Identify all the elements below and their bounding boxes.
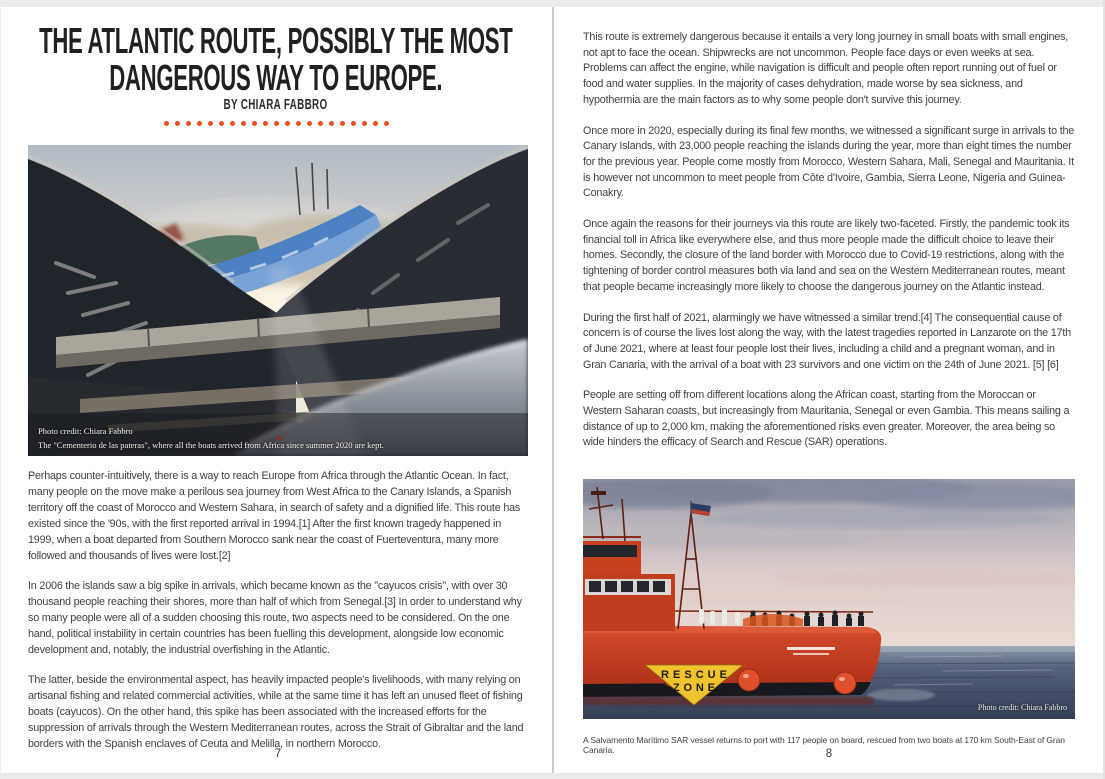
body-paragraph: In 2006 the islands saw a big spike in arrivals, which became known as the "cayucos crisis", with over 30 thousand people reaching their shores, more than half of which from Senegal.[3] In order to understand why so many people were all of a sudden choosing this route, two aspects need to be considered. On the one hand, political instability in certain countries has been fuelling this development, alongside low economic development and, notably, the industrial overfishing in the Atlantic. bbox=[28, 580, 522, 656]
separator-dot bbox=[307, 121, 312, 126]
separator-dot bbox=[175, 121, 180, 126]
sar-vessel-photo bbox=[583, 479, 1075, 719]
body-paragraph: This route is extremely dangerous because it entails a very long journey in small boats with small engines, not apt to face the ocean. Shipwrecks are not uncommon. People face days or even weeks at sea. Problems can affect the engine, while navigation is difficult and people often report running out of fuel or food and water supplies. In the majority of cases dehydration, made worse by sea sickness, and hypothermia are the main factors as to why some people don't survive this journey. bbox=[583, 31, 1069, 106]
separator-dot bbox=[285, 121, 290, 126]
page-number-left: 7 bbox=[274, 748, 282, 760]
left-body-text bbox=[28, 468, 528, 766]
byline: BY CHIARA FABBRO bbox=[223, 97, 329, 113]
body-paragraph: Once more in 2020, especially during its final few months, we witnessed a significant surge in arrivals to the Canary Islands, with 23,000 people reaching the islands during the year, more than eight times the number for the previous year. People come mostly from Morocco, Western Sahara, Mali, Senegal and Mauritania. It is however not uncommon to meet people from Côte d'Ivoire, Gambia, Sierra Leone, Nigeria and Guinea-Conakry. bbox=[583, 124, 1075, 200]
separator-dot bbox=[274, 121, 279, 126]
separator-dot bbox=[197, 121, 202, 126]
page-number-right: 8 bbox=[825, 748, 833, 760]
boat-graveyard-illustration bbox=[28, 145, 528, 456]
separator-dot bbox=[219, 121, 224, 126]
sar-vessel-illustration bbox=[583, 479, 1075, 719]
photo-credit-overlay: Photo credit: Chiara Fabbro bbox=[38, 426, 133, 436]
separator-dot bbox=[164, 121, 169, 126]
dotted-separator bbox=[0, 121, 552, 126]
separator-dot bbox=[241, 121, 246, 126]
body-paragraph: The latter, beside the environmental aspect, has heavily impacted people's livelihoods, with many relying on artisanal fishing and related commercial activities, while at the same time it has left an unused fleet of fishing boats (cayucos). On the other hand, this spike has been associated with the increased efforts for the suppression of arrivals through the Western Mediterranean routes, across the Strait of Gibraltar and the land borders with the Spanish enclaves of Ceuta and Melilla, in northern Morocco. bbox=[28, 674, 524, 750]
frame-bottom bbox=[0, 773, 1105, 779]
separator-dot bbox=[362, 121, 367, 126]
article-title bbox=[0, 22, 552, 96]
title-line-2: DANGEROUS WAY TO EUROPE. bbox=[109, 57, 443, 98]
body-paragraph: People are setting off from different locations along the African coast, starting from the Moroccan or Western Saharan coasts, but increasingly from Mauritania, Senegal or even Gambia. This means sailing a distance of up to 2,000 km, making the aforementioned risks even greater. Moreover, the area being so wide hinders the efficacy of Search and Rescue (SAR) operations. bbox=[583, 389, 1070, 449]
photo-credit-overlay: Photo credit: Chiara Fabbro bbox=[977, 703, 1067, 712]
separator-dot bbox=[230, 121, 235, 126]
body-paragraph: During the first half of 2021, alarmingly we have witnessed a similar trend.[4] The consequential cause of concern is of course the lives lost along the way, with the latest tragedies reported in Lanzarote on the 17th of June 2021, where at least four people lost their lives, including a child and a pregnant woman, and in Gran Canaria, with the arrival of a boat with 23 survivors and one victim on the 24th of June 2021. [5] [6] bbox=[583, 311, 1071, 371]
page-divider bbox=[552, 7, 554, 773]
body-paragraph: Once again the reasons for their journeys via this route are likely two-faceted. Firstly, the pandemic took its financial toll in Africa like everywhere else, and thus more people made the difficult choice to leave their homes. Secondly, the closure of the land border with Morocco due to Covid-19 restrictions, along with the tightening of border control measures both via land and sea on the Western Mediterranean routes, meant that people became increasingly more likely to choose the dangerous journey on the Atlantic instead. bbox=[583, 218, 1070, 293]
photo-caption: A Salvamento Marítimo SAR vessel returns to port with 117 people on board, rescued from two boats at 170 km South-East of Gran Canaria. bbox=[583, 735, 1065, 755]
separator-dot bbox=[296, 121, 301, 126]
frame-left bbox=[0, 0, 1, 779]
separator-dot bbox=[186, 121, 191, 126]
rescue-zone-sign-line1: RESCUE bbox=[661, 669, 727, 681]
separator-dot bbox=[208, 121, 213, 126]
rescue-zone-sign-line2: ZONE bbox=[673, 682, 715, 694]
separator-dot bbox=[373, 121, 378, 126]
separator-dot bbox=[351, 121, 356, 126]
title-line-1: THE ATLANTIC ROUTE, POSSIBLY THE MOST bbox=[39, 20, 513, 61]
separator-dot bbox=[340, 121, 345, 126]
body-paragraph: Perhaps counter-intuitively, there is a way to reach Europe from Africa through the Atlantic Ocean. In fact, many people on the move make a perilous sea journey from West Africa to the Canary Islands, a Spanish territory off the coast of Morocco and Western Sahara, in search of safety and a dignified life. This route has existed since the '90s, with the first reported arrival in 1994.[1] After the first known tragedy happened in 1999, when a boat departed from Southern Morocco sank near the coast of Fuerteventura, many more followed and thousands of lives were lost.[2] bbox=[28, 470, 521, 562]
separator-dot bbox=[329, 121, 334, 126]
separator-dot bbox=[263, 121, 268, 126]
boat-graveyard-photo bbox=[28, 145, 528, 456]
frame-top bbox=[0, 0, 1105, 7]
separator-dot bbox=[252, 121, 257, 126]
photo-caption-overlay: The "Cementerio de las pateras", where all the boats arrived from Africa since summer 2020 are kept. bbox=[38, 440, 384, 450]
right-body-text bbox=[583, 30, 1077, 466]
separator-dot bbox=[318, 121, 323, 126]
separator-dot bbox=[384, 121, 389, 126]
